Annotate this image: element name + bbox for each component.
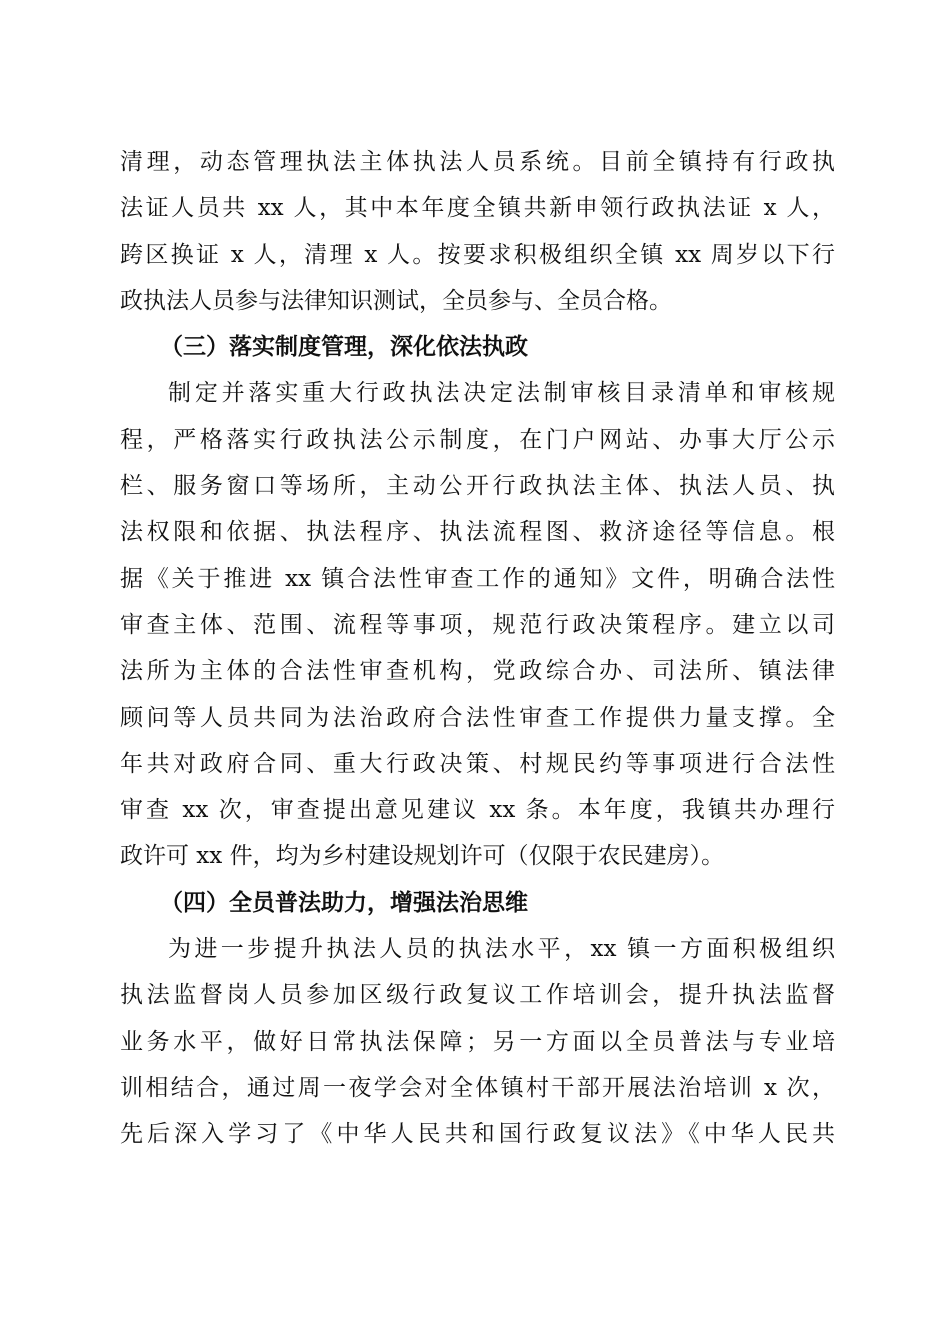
paragraph-3 — [120, 926, 835, 1157]
text-line: 政执法人员参与法律知识测试，全员参与、全员合格。 — [120, 287, 672, 314]
text-line: 审查 xx 次，审查提出意见建议 xx 条。本年度，我镇共办理行 — [120, 797, 835, 824]
text-line: 据《关于推进 xx 镇合法性审查工作的通知》文件，明确合法性 — [120, 565, 835, 592]
paragraph-1 — [120, 139, 835, 324]
text-line: 审查主体、范围、流程等事项，规范行政决策程序。建立以司 — [120, 611, 835, 638]
text-line: 法权限和依据、执法程序、执法流程图、救济途径等信息。根 — [120, 519, 835, 546]
text-line: 清理，动态管理执法主体执法人员系统。目前全镇持有行政执 — [120, 149, 835, 175]
paragraph-2 — [120, 370, 835, 879]
text-line: 法所为主体的合法性审查机构，党政综合办、司法所、镇法律 — [120, 658, 835, 685]
document-body — [120, 139, 835, 1158]
text-line: 法证人员共 xx 人，其中本年度全镇共新申领行政执法证 x 人， — [120, 195, 835, 222]
text-line: 程，严格落实行政执法公示制度，在门户网站、办事大厅公示 — [120, 426, 835, 453]
text-line: 执法监督岗人员参加区级行政复议工作培训会，提升执法监督 — [120, 982, 835, 1009]
text-line: 年共对政府合同、重大行政决策、村规民约等事项进行合法性 — [120, 750, 835, 777]
text-line: 政许可 xx 件，均为乡村建设规划许可（仅限于农民建房）。 — [120, 843, 725, 870]
section-heading-4: （四）全员普法助力，增强法治思维 — [160, 889, 528, 916]
text-line: 业务水平，做好日常执法保障；另一方面以全员普法与专业培 — [120, 1028, 835, 1055]
text-line: 先后深入学习了《中华人民共和国行政复议法》《中华人民共 — [120, 1121, 835, 1148]
text-line: 为进一步提升执法人员的执法水平，xx 镇一方面积极组织 — [168, 936, 835, 963]
text-line: 制定并落实重大行政执法决定法制审核目录清单和审核规 — [168, 380, 835, 407]
section-heading-3: （三）落实制度管理，深化依法执政 — [160, 334, 528, 361]
text-line: 训相结合，通过周一夜学会对全体镇村干部开展法治培训 x 次， — [120, 1074, 835, 1101]
text-line: 跨区换证 x 人，清理 x 人。按要求积极组织全镇 xx 周岁以下行 — [120, 241, 835, 268]
text-line: 栏、服务窗口等场所，主动公开行政执法主体、执法人员、执 — [120, 473, 835, 500]
text-line: 顾问等人员共同为法治政府合法性审查工作提供力量支撑。全 — [120, 704, 835, 731]
